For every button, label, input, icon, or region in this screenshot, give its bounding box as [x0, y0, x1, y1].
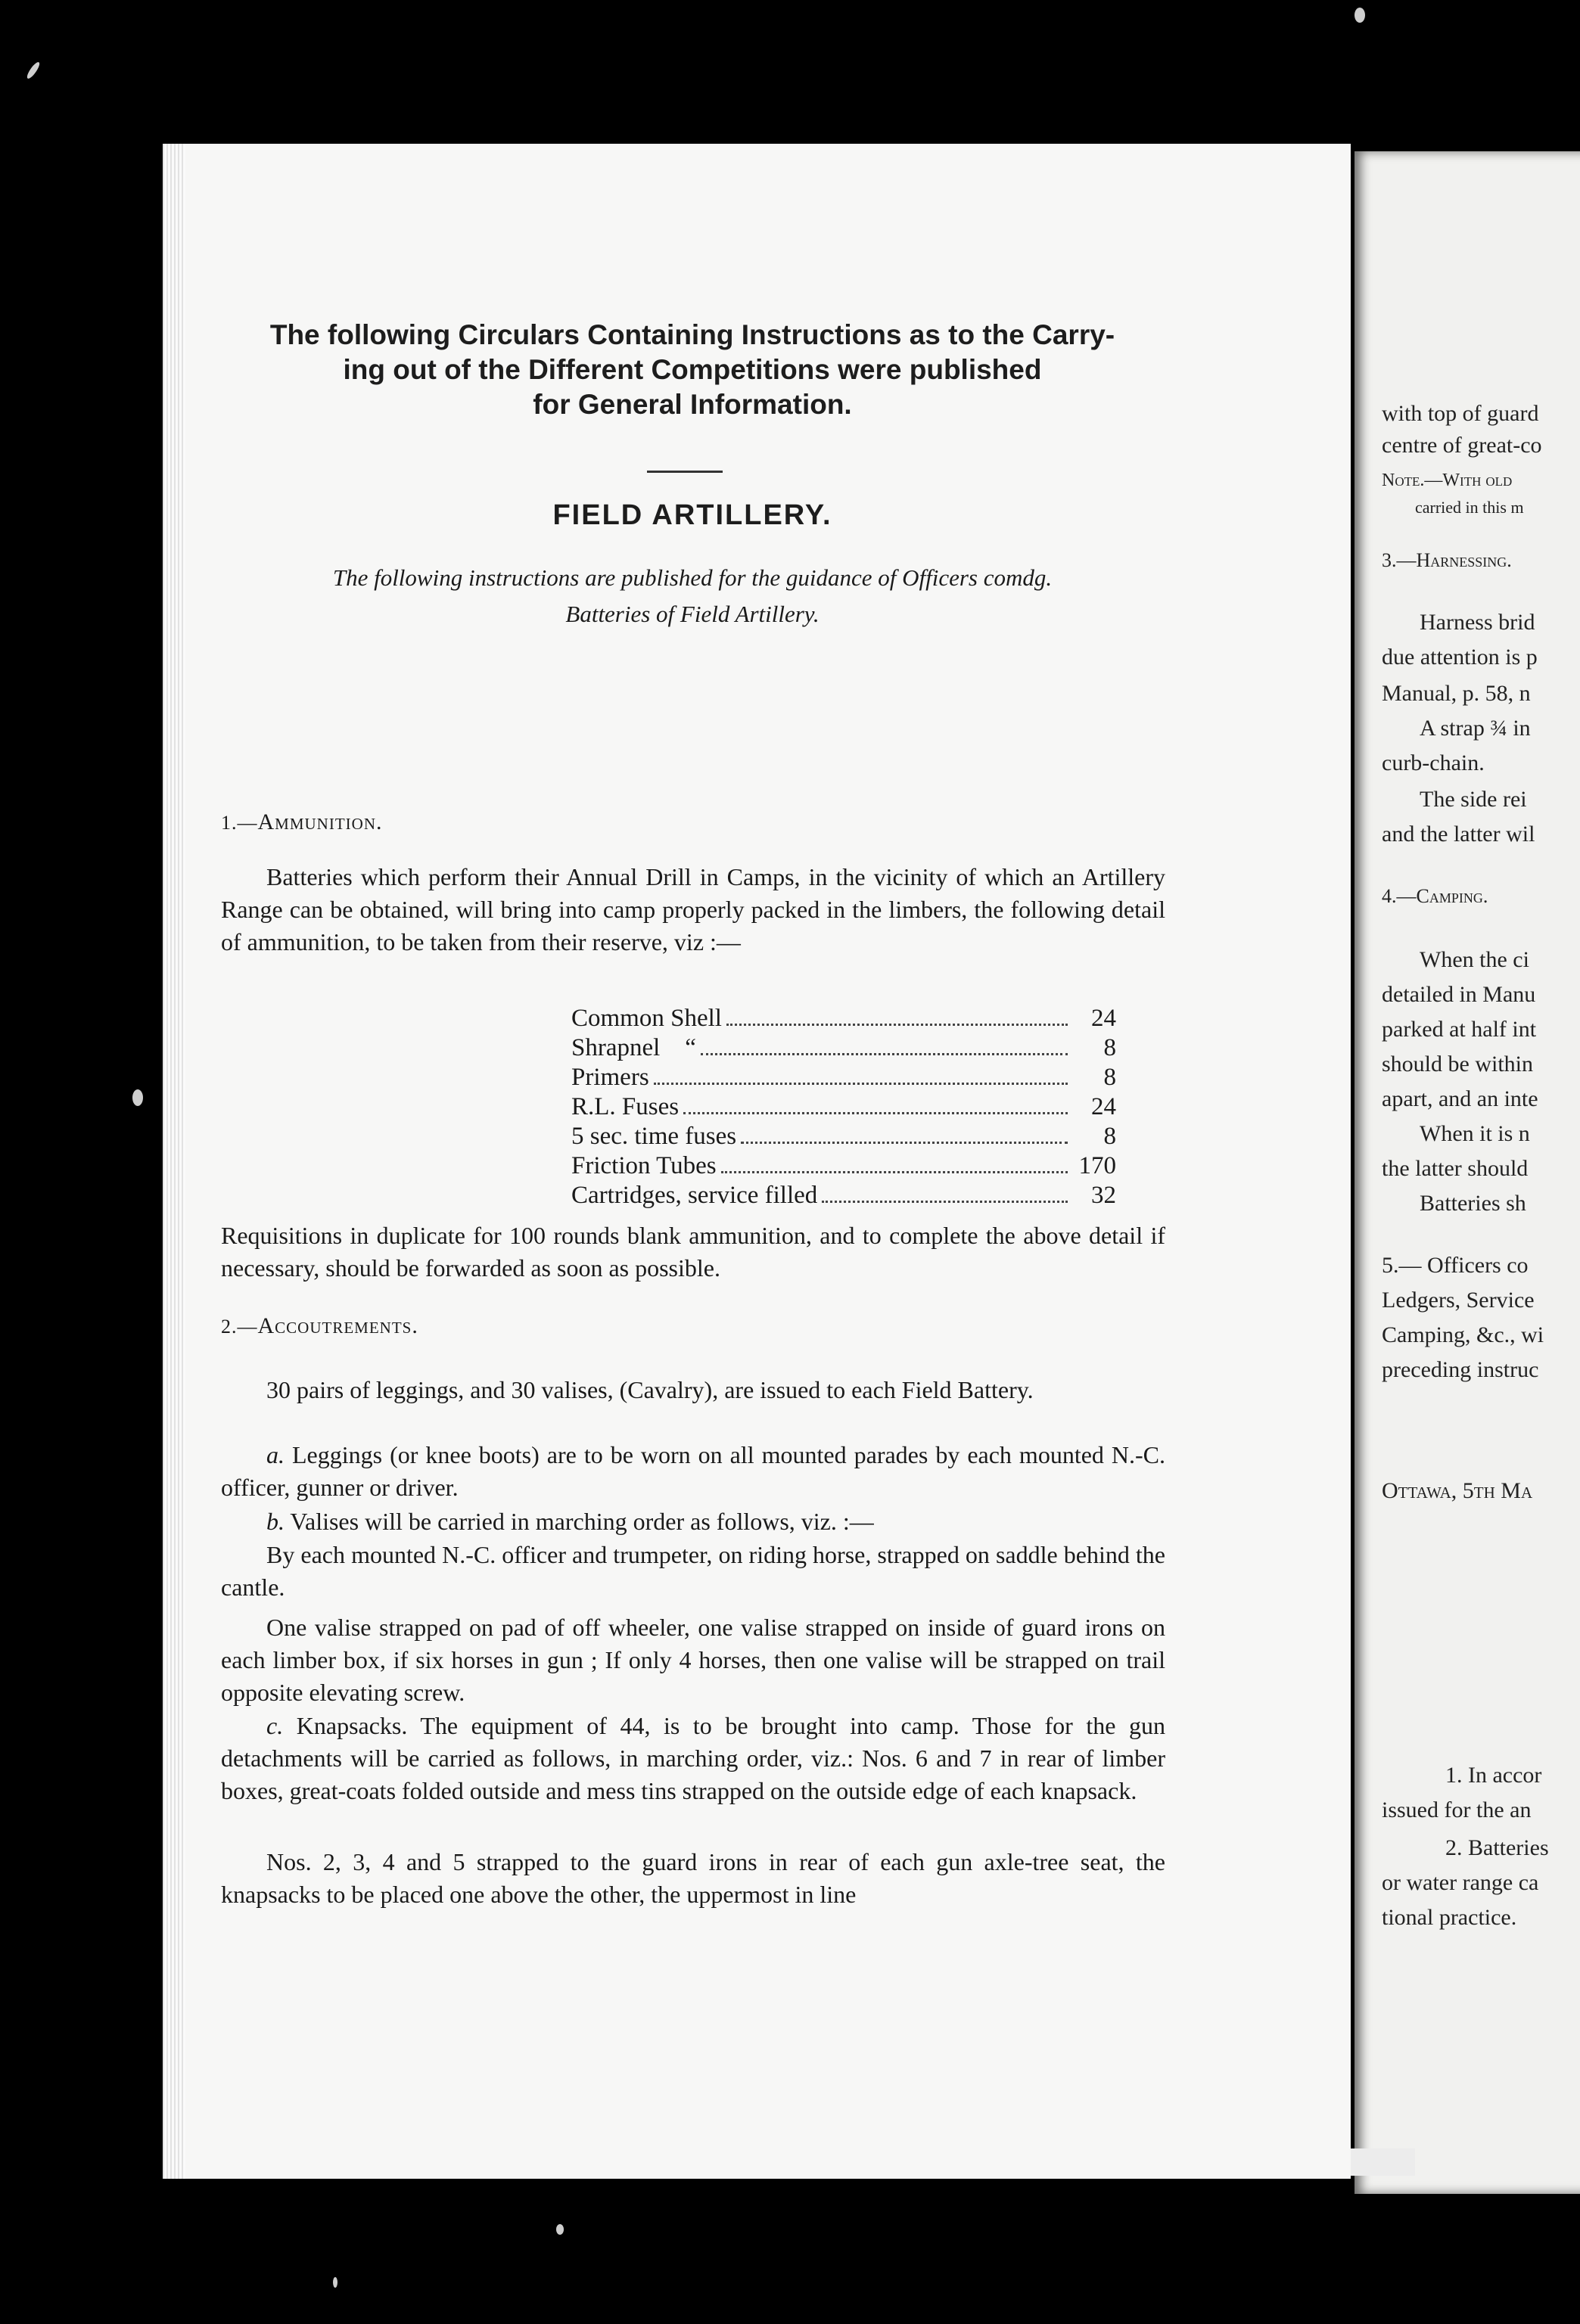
intro-text [219, 560, 1165, 632]
ammunition-paragraph: Batteries which perform their Annual Drill in Camps, in the vicinity of which an Artillery Range can be obtained, will bring into camp properly packed in the limbers, the following detail of ammunition, to be taken from their reserve, viz :— [221, 863, 1165, 955]
ammunition-item [571, 1064, 1116, 1093]
facing-line: preceding instruc [1382, 1357, 1539, 1382]
header-line-2: ing out of the Different Competitions were published [343, 354, 1042, 385]
item-qty: 8 [1103, 1064, 1116, 1091]
facing-line: The side rei [1420, 787, 1527, 812]
item-qty: 170 [1078, 1152, 1116, 1179]
item-qty: 32 [1091, 1182, 1116, 1209]
ammunition-item [571, 1152, 1116, 1182]
item-label: Shrapnel “ [571, 1034, 696, 1061]
facing-line: carried in this m [1415, 498, 1524, 517]
facing-line: parked at half int [1382, 1017, 1537, 1042]
item-label: R.L. Fuses [571, 1093, 680, 1120]
scan-speck [25, 61, 41, 80]
accoutrements-p-a [221, 1439, 1165, 1504]
accoutrements-heading [221, 1313, 418, 1339]
ammunition-item [571, 1093, 1116, 1123]
intro-line-2: Batteries of Field Artillery. [565, 601, 820, 627]
item-label: 5 sec. time fuses [571, 1123, 737, 1150]
header-line-1: The following Circulars Containing Instructions as to the Carry- [269, 319, 1115, 350]
clause-text: Knapsacks. The equipment of 44, is to be brought into camp. Those for the gun detachments will be carried as follows, in marching order, viz.: Nos. 6 and 7 in rear of limber boxes, great-coats folded outside and mess tins strapped on the outside edge of each knapsack. [221, 1712, 1166, 1804]
facing-line: When it is n [1420, 1121, 1530, 1146]
page-edge [163, 144, 185, 2179]
facing-line: or water range ca [1382, 1870, 1539, 1895]
facing-line: 5.— Officers co [1382, 1253, 1529, 1278]
ammunition-item [571, 1123, 1116, 1152]
heading-number: 2.— [221, 1316, 258, 1338]
item-qty: 24 [1091, 1005, 1116, 1032]
clause-label: c. [266, 1712, 284, 1739]
item-label: Primers [571, 1064, 649, 1091]
accoutrements-p-by: By each mounted N.-C. officer and trumpeter, on riding horse, strapped on saddle behind the cantle. [221, 1541, 1165, 1601]
heading-text: Ammunition. [257, 809, 383, 834]
facing-line: Camping, &c., wi [1382, 1322, 1544, 1347]
facing-line: due attention is p [1382, 645, 1538, 670]
facing-page [1355, 151, 1580, 2194]
clause-label: b. [266, 1508, 285, 1535]
scan-speck [556, 2224, 564, 2235]
accoutrements-p-nos: Nos. 2, 3, 4 and 5 strapped to the guard irons in rear of each gun axle-tree seat, the knapsacks to be placed one above the other, the uppermost in line [221, 1848, 1165, 1908]
header-line-3: for General Information. [533, 389, 852, 420]
accoutrements-p-one: One valise strapped on pad of off wheeler, one valise strapped on inside of guard irons on each limber box, if six horses in gun ; If only 4 horses, then one valise will be strapped on trail opposite elevating screw. [221, 1614, 1165, 1706]
intro-line-1: The following instructions are published for the guidance of Officers comdg. [332, 564, 1053, 591]
item-label: Cartridges, service filled [571, 1182, 818, 1209]
ammunition-item [571, 1005, 1116, 1034]
ammunition-list [571, 1005, 1116, 1211]
facing-line: tional practice. [1382, 1905, 1517, 1930]
facing-line: apart, and an inte [1382, 1086, 1538, 1111]
facing-line: 1. In accor [1445, 1763, 1542, 1788]
item-qty: 24 [1091, 1093, 1116, 1120]
facing-line: detailed in Manu [1382, 982, 1536, 1007]
ammunition-item [571, 1034, 1116, 1064]
facing-line: 2. Batteries [1445, 1835, 1549, 1860]
heading-number: 1.— [221, 812, 258, 834]
facing-line: Ledgers, Service [1382, 1288, 1535, 1313]
heading-text: Accoutrements. [257, 1313, 418, 1338]
facing-line: with top of guard [1382, 401, 1539, 426]
section-title: FIELD ARTILLERY. [552, 499, 832, 531]
facing-line: 3.—Harnessing. [1382, 549, 1512, 571]
clause-label: a. [266, 1441, 285, 1468]
facing-line: should be within [1382, 1052, 1533, 1077]
requisitions-paragraph: Requisitions in duplicate for 100 rounds blank ammunition, and to complete the above detail if necessary, should be forwarded as soon as possible. [221, 1222, 1165, 1282]
scan-speck [1355, 8, 1365, 23]
scan-speck [132, 1089, 143, 1106]
ammunition-heading [221, 809, 383, 835]
divider-rule [647, 471, 723, 473]
facing-line: A strap ¾ in [1420, 716, 1531, 741]
accoutrements-p-c [221, 1710, 1165, 1807]
facing-line: and the latter wil [1382, 822, 1535, 847]
facing-line: When the ci [1420, 947, 1529, 972]
item-qty: 8 [1103, 1034, 1116, 1061]
page-header [219, 318, 1165, 422]
facing-line: 4.—Camping. [1382, 885, 1488, 907]
facing-line: Harness brid [1420, 610, 1535, 635]
scan-speck [333, 2277, 337, 2288]
item-label: Common Shell [571, 1005, 722, 1032]
facing-line: the latter should [1382, 1156, 1529, 1181]
ammunition-item [571, 1182, 1116, 1211]
facing-line: Manual, p. 58, n [1382, 681, 1531, 706]
item-label: Friction Tubes [571, 1152, 717, 1179]
accoutrements-p1: 30 pairs of leggings, and 30 valises, (Cavalry), are issued to each Field Battery. [266, 1376, 1034, 1403]
accoutrements-p-b [221, 1505, 1165, 1538]
facing-line: Note.—With old [1382, 471, 1513, 490]
clause-text: Valises will be carried in marching order as follows, viz. :— [290, 1508, 874, 1535]
facing-line: curb-chain. [1382, 750, 1485, 775]
facing-line: issued for the an [1382, 1797, 1532, 1822]
item-qty: 8 [1103, 1123, 1116, 1150]
facing-line: Batteries sh [1420, 1191, 1526, 1216]
facing-line: Ottawa, 5th Ma [1382, 1478, 1533, 1503]
facing-line: centre of great-co [1382, 433, 1542, 458]
clause-text: Leggings (or knee boots) are to be worn on all mounted parades by each mounted N.-C. officer, gunner or driver. [221, 1441, 1166, 1501]
